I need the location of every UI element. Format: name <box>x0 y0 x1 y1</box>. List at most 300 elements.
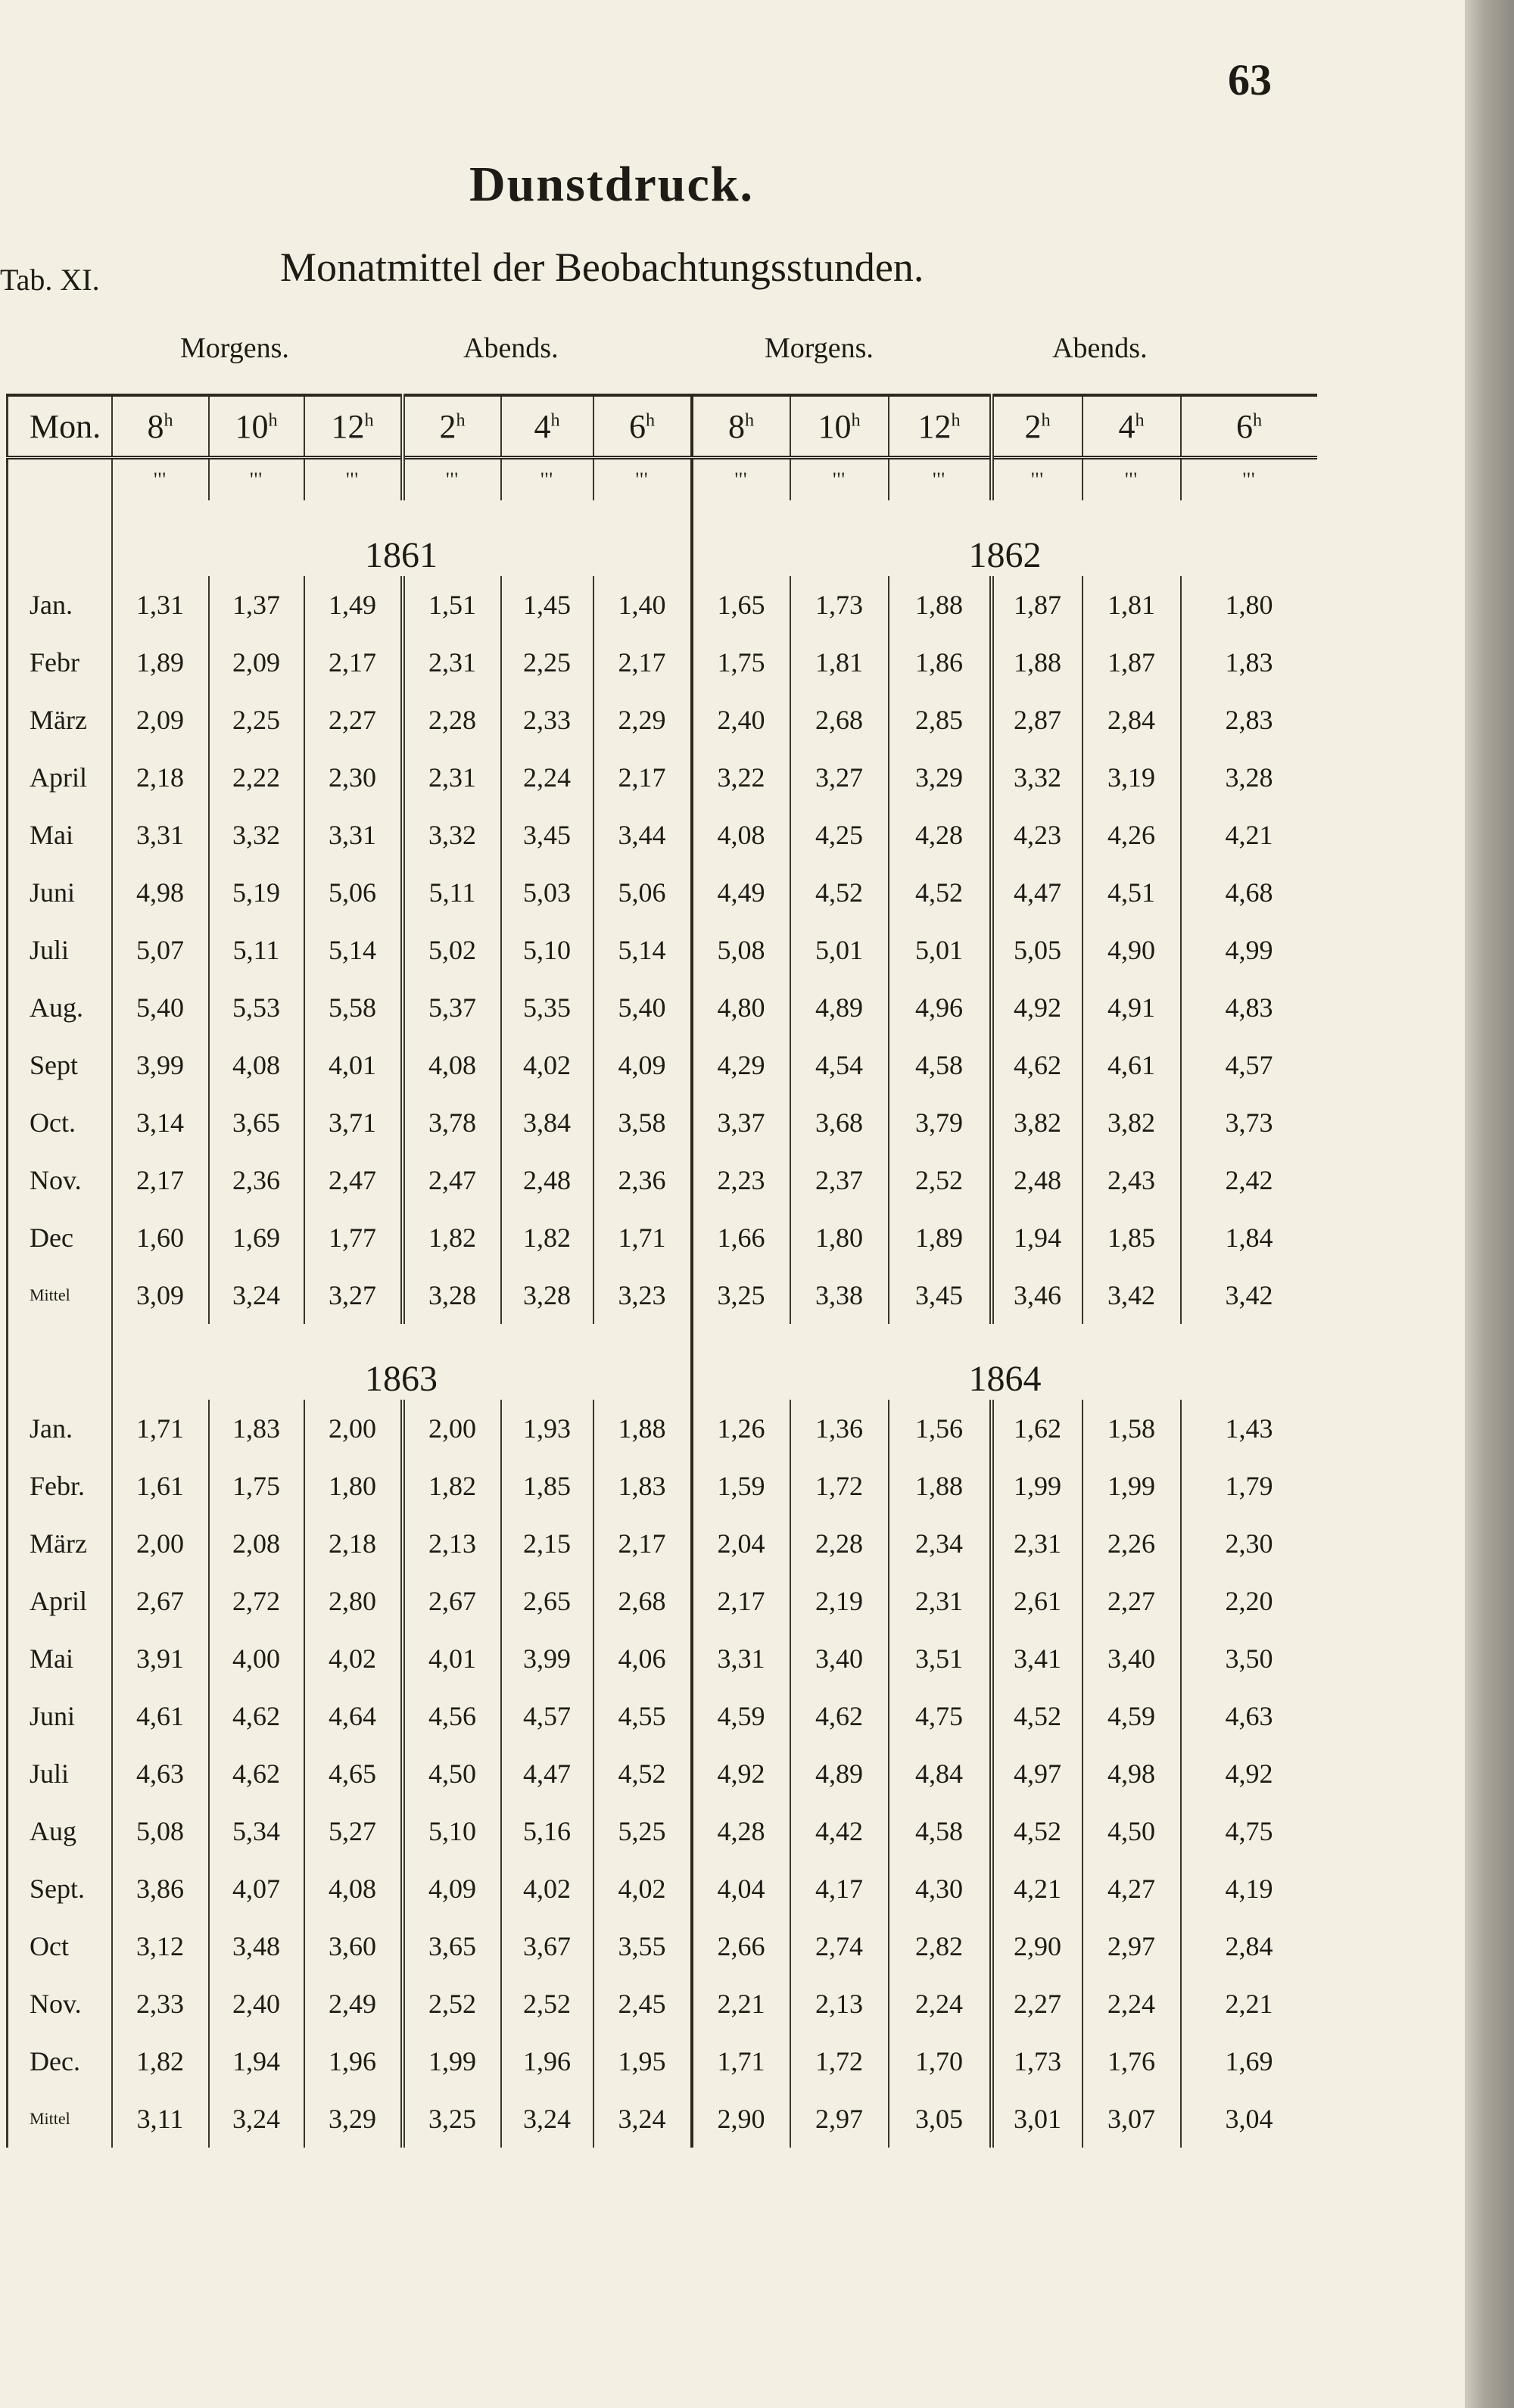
table-cell: 3,24 <box>209 2090 304 2148</box>
table-cell: 3,01 <box>992 2090 1083 2148</box>
table-cell: 3,45 <box>501 806 593 864</box>
table-cell: 2,36 <box>209 1151 304 1209</box>
table-cell: 2,29 <box>593 691 692 749</box>
table-cell: 4,55 <box>593 1687 692 1745</box>
table-cell: 3,31 <box>692 1630 790 1687</box>
table-cell: 1,94 <box>992 1209 1083 1266</box>
table-cell: 1,56 <box>889 1400 992 1457</box>
table-cell: 2,27 <box>992 1975 1083 2033</box>
table-cell: 1,72 <box>790 1457 889 1515</box>
header-hour <box>593 395 692 458</box>
table-cell: 3,28 <box>501 1266 593 1324</box>
table-cell: 3,55 <box>593 1917 692 1975</box>
table-cell: 4,04 <box>692 1860 790 1917</box>
table-cell: 2,24 <box>501 749 593 806</box>
header-hour-value: 4 <box>534 407 551 445</box>
header-hour-value: 2 <box>1024 407 1042 445</box>
header-hour-value: 8 <box>727 407 745 445</box>
table-cell: 4,26 <box>1083 806 1181 864</box>
header-hour-sup: h <box>268 409 278 430</box>
table-row <box>8 1515 1317 1572</box>
table-row <box>8 2090 1317 2148</box>
table-cell: 4,52 <box>593 1745 692 1802</box>
group-evening-2: Abends. <box>1052 332 1148 364</box>
page-number: 63 <box>1228 55 1272 104</box>
table-cell: 4,50 <box>1083 1802 1181 1860</box>
table-cell: 4,08 <box>209 1036 304 1094</box>
table-cell: 1,89 <box>889 1209 992 1266</box>
table-cell: 1,89 <box>112 634 209 691</box>
table-cell: 1,88 <box>889 1457 992 1515</box>
table-cell: 4,23 <box>992 806 1083 864</box>
table-cell: 1,88 <box>593 1400 692 1457</box>
table-cell: 3,04 <box>1181 2090 1317 2148</box>
table-cell: 3,09 <box>112 1266 209 1324</box>
table-row <box>8 1094 1317 1151</box>
table-cell: 5,35 <box>501 979 593 1036</box>
table-cell: 4,19 <box>1181 1860 1317 1917</box>
table-cell: 2,24 <box>889 1975 992 2033</box>
table-cell: 2,48 <box>501 1151 593 1209</box>
table-cell: 1,99 <box>992 1457 1083 1515</box>
page-title: Dunstdruck. <box>469 157 754 212</box>
table-cell: 2,52 <box>403 1975 501 2033</box>
table-cell: 2,34 <box>889 1515 992 1572</box>
table-cell: 2,21 <box>1181 1975 1317 2033</box>
table-cell: 2,28 <box>790 1515 889 1572</box>
table-row <box>8 2033 1317 2090</box>
table-cell: 3,44 <box>593 806 692 864</box>
table-cell: 4,52 <box>992 1687 1083 1745</box>
table-cell: 3,12 <box>112 1917 209 1975</box>
table-cell: 3,50 <box>1181 1630 1317 1687</box>
header-hour <box>790 395 889 458</box>
table-cell: 2,13 <box>790 1975 889 2033</box>
table-cell: 1,75 <box>692 634 790 691</box>
table-cell: 1,71 <box>593 1209 692 1266</box>
table-cell: 5,05 <box>992 921 1083 979</box>
table-cell: 2,18 <box>112 749 209 806</box>
table-cell: 1,59 <box>692 1457 790 1515</box>
table-cell: 1,83 <box>593 1457 692 1515</box>
header-hour <box>501 395 593 458</box>
table-cell: 5,11 <box>403 864 501 921</box>
table-cell: 1,73 <box>790 576 889 634</box>
table-cell: 4,68 <box>1181 864 1317 921</box>
table-cell: 4,57 <box>501 1687 593 1745</box>
header-hour-value: 10 <box>818 407 852 445</box>
table-cell: 2,67 <box>112 1572 209 1630</box>
table-cell: 2,33 <box>501 691 593 749</box>
header-hour-value: 4 <box>1118 407 1136 445</box>
table-cell: 3,68 <box>790 1094 889 1151</box>
table-cell: 4,21 <box>992 1860 1083 1917</box>
header-row <box>8 395 1317 458</box>
table-cell: 1,60 <box>112 1209 209 1266</box>
table-cell: 5,58 <box>304 979 403 1036</box>
table-cell: 3,32 <box>209 806 304 864</box>
table-cell: 3,42 <box>1181 1266 1317 1324</box>
table-cell: 2,30 <box>304 749 403 806</box>
table-cell: 4,57 <box>1181 1036 1317 1094</box>
table-cell: 2,74 <box>790 1917 889 1975</box>
table-cell: 1,37 <box>209 576 304 634</box>
table-cell: 4,84 <box>889 1745 992 1802</box>
table-cell: 4,30 <box>889 1860 992 1917</box>
table-cell: 4,25 <box>790 806 889 864</box>
month-label: Dec <box>8 1209 112 1266</box>
header-hour-sup: h <box>1041 409 1051 430</box>
table-cell: 2,84 <box>1083 691 1181 749</box>
table-cell: 5,40 <box>112 979 209 1036</box>
table-cell: 4,02 <box>593 1860 692 1917</box>
month-label: März <box>8 691 112 749</box>
table-cell: 3,99 <box>112 1036 209 1094</box>
table-cell: 3,86 <box>112 1860 209 1917</box>
table-cell: 2,00 <box>112 1515 209 1572</box>
unit-mark: ''' <box>692 458 790 501</box>
table-cell: 1,61 <box>112 1457 209 1515</box>
table-cell: 4,98 <box>1083 1745 1181 1802</box>
table-cell: 4,75 <box>889 1687 992 1745</box>
table-cell: 4,90 <box>1083 921 1181 979</box>
table-row <box>8 979 1317 1036</box>
table-cell: 3,67 <box>501 1917 593 1975</box>
table-cell: 2,42 <box>1181 1151 1317 1209</box>
table-cell: 3,41 <box>992 1630 1083 1687</box>
table-cell: 4,59 <box>1083 1687 1181 1745</box>
table-cell: 1,51 <box>403 576 501 634</box>
header-hour <box>1181 395 1317 458</box>
table-cell: 1,69 <box>209 1209 304 1266</box>
table-cell: 2,52 <box>889 1151 992 1209</box>
table-cell: 3,91 <box>112 1630 209 1687</box>
header-hour-sup: h <box>364 409 374 430</box>
table-cell: 1,58 <box>1083 1400 1181 1457</box>
table-cell: 1,96 <box>501 2033 593 2090</box>
header-hour-sup: h <box>164 409 173 430</box>
table-cell: 2,90 <box>692 2090 790 2148</box>
month-label: Aug <box>8 1802 112 1860</box>
table-cell: 5,14 <box>304 921 403 979</box>
table-cell: 5,02 <box>403 921 501 979</box>
table-cell: 1,94 <box>209 2033 304 2090</box>
year-spacer <box>8 500 112 576</box>
table-cell: 2,30 <box>1181 1515 1317 1572</box>
unit-row <box>8 458 1317 501</box>
table-cell: 1,62 <box>992 1400 1083 1457</box>
table-cell: 1,83 <box>209 1400 304 1457</box>
table-cell: 4,92 <box>1181 1745 1317 1802</box>
month-label: Febr <box>8 634 112 691</box>
table-cell: 4,02 <box>304 1630 403 1687</box>
month-label: Dec. <box>8 2033 112 2090</box>
table-row <box>8 1917 1317 1975</box>
table-cell: 3,32 <box>992 749 1083 806</box>
table-cell: 3,23 <box>593 1266 692 1324</box>
table-row <box>8 1687 1317 1745</box>
table-cell: 1,96 <box>304 2033 403 2090</box>
table-cell: 4,28 <box>889 806 992 864</box>
table-cell: 1,83 <box>1181 634 1317 691</box>
table-cell: 4,59 <box>692 1687 790 1745</box>
year-spacer <box>8 1324 112 1400</box>
table-cell: 3,31 <box>304 806 403 864</box>
table-cell: 1,82 <box>112 2033 209 2090</box>
table-cell: 3,37 <box>692 1094 790 1151</box>
table-cell: 5,06 <box>593 864 692 921</box>
table-cell: 2,17 <box>692 1572 790 1630</box>
table-cell: 4,52 <box>790 864 889 921</box>
header-month: Mon. <box>8 395 112 458</box>
table-cell: 2,17 <box>593 749 692 806</box>
table-cell: 2,47 <box>403 1151 501 1209</box>
table-cell: 4,47 <box>501 1745 593 1802</box>
table-cell: 2,61 <box>992 1572 1083 1630</box>
unit-mark: ''' <box>209 458 304 501</box>
table-cell: 2,25 <box>501 634 593 691</box>
table-cell: 3,29 <box>304 2090 403 2148</box>
table-cell: 2,87 <box>992 691 1083 749</box>
month-label: Oct. <box>8 1094 112 1151</box>
table-cell: 4,00 <box>209 1630 304 1687</box>
month-label: Juni <box>8 864 112 921</box>
table-cell: 3,78 <box>403 1094 501 1151</box>
month-label: März <box>8 1515 112 1572</box>
table-cell: 5,01 <box>889 921 992 979</box>
table-row <box>8 1860 1317 1917</box>
table-cell: 5,16 <box>501 1802 593 1860</box>
table-row <box>8 1400 1317 1457</box>
table-cell: 3,51 <box>889 1630 992 1687</box>
table-cell: 5,53 <box>209 979 304 1036</box>
table-cell: 4,65 <box>304 1745 403 1802</box>
month-label: Mai <box>8 1630 112 1687</box>
table-row <box>8 921 1317 979</box>
table-cell: 3,60 <box>304 1917 403 1975</box>
table-cell: 5,03 <box>501 864 593 921</box>
month-label: Sept <box>8 1036 112 1094</box>
header-hour-value: 6 <box>1235 407 1253 445</box>
table-cell: 2,19 <box>790 1572 889 1630</box>
table-cell: 2,21 <box>692 1975 790 2033</box>
table-cell: 2,31 <box>889 1572 992 1630</box>
table-row <box>8 634 1317 691</box>
table-cell: 1,85 <box>1083 1209 1181 1266</box>
table-cell: 1,26 <box>692 1400 790 1457</box>
table-cell: 5,25 <box>593 1802 692 1860</box>
table-cell: 2,27 <box>1083 1572 1181 1630</box>
table-cell: 1,87 <box>992 576 1083 634</box>
table-cell: 2,97 <box>790 2090 889 2148</box>
table-cell: 1,85 <box>501 1457 593 1515</box>
table-cell: 2,23 <box>692 1151 790 1209</box>
table-cell: 2,17 <box>304 634 403 691</box>
table-cell: 1,80 <box>790 1209 889 1266</box>
header-hour <box>692 395 790 458</box>
table-cell: 3,22 <box>692 749 790 806</box>
table-cell: 3,25 <box>403 2090 501 2148</box>
table-cell: 3,25 <box>692 1266 790 1324</box>
unit-mark: ''' <box>501 458 593 501</box>
table-cell: 2,43 <box>1083 1151 1181 1209</box>
table-row <box>8 864 1317 921</box>
group-morning-1: Morgens. <box>180 332 289 364</box>
table-cell: 4,52 <box>889 864 992 921</box>
unit-mark: ''' <box>790 458 889 501</box>
table-row <box>8 1036 1317 1094</box>
table-cell: 4,09 <box>403 1860 501 1917</box>
table-cell: 2,97 <box>1083 1917 1181 1975</box>
header-hour-value: 10 <box>235 407 269 445</box>
table-cell: 4,62 <box>992 1036 1083 1094</box>
table-cell: 4,92 <box>992 979 1083 1036</box>
table-cell: 1,81 <box>1083 576 1181 634</box>
table-cell: 2,68 <box>790 691 889 749</box>
table-cell: 1,82 <box>403 1209 501 1266</box>
table-cell: 2,25 <box>209 691 304 749</box>
table-cell: 3,32 <box>403 806 501 864</box>
table-cell: 2,31 <box>403 749 501 806</box>
table-cell: 4,62 <box>209 1745 304 1802</box>
table-cell: 3,82 <box>992 1094 1083 1151</box>
table-cell: 4,58 <box>889 1802 992 1860</box>
month-label: Juli <box>8 1745 112 1802</box>
table-cell: 1,82 <box>501 1209 593 1266</box>
table-cell: 4,89 <box>790 1745 889 1802</box>
table-row <box>8 576 1317 634</box>
table-cell: 3,11 <box>112 2090 209 2148</box>
header-hour-value: 8 <box>147 407 164 445</box>
group-evening-1: Abends. <box>463 332 559 364</box>
table-cell: 4,47 <box>992 864 1083 921</box>
table-cell: 3,42 <box>1083 1266 1181 1324</box>
table-row <box>8 1802 1317 1860</box>
header-hour-sup: h <box>951 409 961 430</box>
table-cell: 2,47 <box>304 1151 403 1209</box>
table-cell: 2,66 <box>692 1917 790 1975</box>
table-cell: 5,19 <box>209 864 304 921</box>
table-cell: 2,17 <box>112 1151 209 1209</box>
header-hour-value: 6 <box>628 407 646 445</box>
header-hour <box>992 395 1083 458</box>
header-hour <box>1083 395 1181 458</box>
table-cell: 4,97 <box>992 1745 1083 1802</box>
table-cell: 2,72 <box>209 1572 304 1630</box>
table-cell: 2,24 <box>1083 1975 1181 2033</box>
table-cell: 4,91 <box>1083 979 1181 1036</box>
month-label: Sept. <box>8 1860 112 1917</box>
table-cell: 1,99 <box>1083 1457 1181 1515</box>
table-cell: 4,06 <box>593 1630 692 1687</box>
table-cell: 2,15 <box>501 1515 593 1572</box>
table-cell: 3,82 <box>1083 1094 1181 1151</box>
group-morning-2: Morgens. <box>765 332 874 364</box>
table-cell: 4,01 <box>304 1036 403 1094</box>
table-cell: 3,14 <box>112 1094 209 1151</box>
table-row <box>8 1975 1317 2033</box>
table-cell: 2,09 <box>112 691 209 749</box>
table-cell: 5,06 <box>304 864 403 921</box>
table-cell: 4,96 <box>889 979 992 1036</box>
table-cell: 1,88 <box>889 576 992 634</box>
table-cell: 2,18 <box>304 1515 403 1572</box>
table-cell: 4,08 <box>304 1860 403 1917</box>
month-label: Jan. <box>8 1400 112 1457</box>
table-cell: 2,00 <box>403 1400 501 1457</box>
table-cell: 4,80 <box>692 979 790 1036</box>
unit-mark: ''' <box>889 458 992 501</box>
table-cell: 3,73 <box>1181 1094 1317 1151</box>
table-cell: 1,82 <box>403 1457 501 1515</box>
table-cell: 4,54 <box>790 1036 889 1094</box>
unit-mark: ''' <box>403 458 501 501</box>
table-cell: 3,48 <box>209 1917 304 1975</box>
table-cell: 1,88 <box>992 634 1083 691</box>
table-cell: 2,00 <box>304 1400 403 1457</box>
month-label: Nov. <box>8 1975 112 2033</box>
header-hour <box>209 395 304 458</box>
table-cell: 3,65 <box>209 1094 304 1151</box>
table-cell: 4,63 <box>1181 1687 1317 1745</box>
table-row <box>8 806 1317 864</box>
table-cell: 1,40 <box>593 576 692 634</box>
table-cell: 2,17 <box>593 1515 692 1572</box>
table-cell: 4,56 <box>403 1687 501 1745</box>
month-label: Nov. <box>8 1151 112 1209</box>
table-cell: 3,28 <box>403 1266 501 1324</box>
table-row <box>8 1457 1317 1515</box>
table-cell: 5,40 <box>593 979 692 1036</box>
table-cell: 2,31 <box>992 1515 1083 1572</box>
table-cell: 2,37 <box>790 1151 889 1209</box>
month-label: Febr. <box>8 1457 112 1515</box>
table-cell: 2,20 <box>1181 1572 1317 1630</box>
table-cell: 2,36 <box>593 1151 692 1209</box>
table-cell: 2,40 <box>209 1975 304 2033</box>
table-cell: 2,48 <box>992 1151 1083 1209</box>
year-label: 1861 <box>112 500 692 576</box>
table-cell: 3,71 <box>304 1094 403 1151</box>
table-cell: 2,68 <box>593 1572 692 1630</box>
table-cell: 3,58 <box>593 1094 692 1151</box>
table-cell: 4,29 <box>692 1036 790 1094</box>
table-cell: 2,67 <box>403 1572 501 1630</box>
unit-mark: ''' <box>1083 458 1181 501</box>
table-cell: 4,62 <box>790 1687 889 1745</box>
year-row <box>8 1324 1317 1400</box>
table-cell: 2,04 <box>692 1515 790 1572</box>
table-cell: 1,73 <box>992 2033 1083 2090</box>
table-row <box>8 1209 1317 1266</box>
table-cell: 5,10 <box>403 1802 501 1860</box>
table-cell: 2,31 <box>403 634 501 691</box>
unit-mark: ''' <box>593 458 692 501</box>
table-cell: 4,63 <box>112 1745 209 1802</box>
month-label: Juli <box>8 921 112 979</box>
table-cell: 4,51 <box>1083 864 1181 921</box>
month-label: Mai <box>8 806 112 864</box>
table-cell: 1,80 <box>304 1457 403 1515</box>
table-cell: 4,75 <box>1181 1802 1317 1860</box>
table-cell: 5,14 <box>593 921 692 979</box>
table-cell: 1,71 <box>112 1400 209 1457</box>
month-label: Aug. <box>8 979 112 1036</box>
header-hour-value: 2 <box>439 407 456 445</box>
table-cell: 2,08 <box>209 1515 304 1572</box>
table-cell: 2,84 <box>1181 1917 1317 1975</box>
table-cell: 5,07 <box>112 921 209 979</box>
